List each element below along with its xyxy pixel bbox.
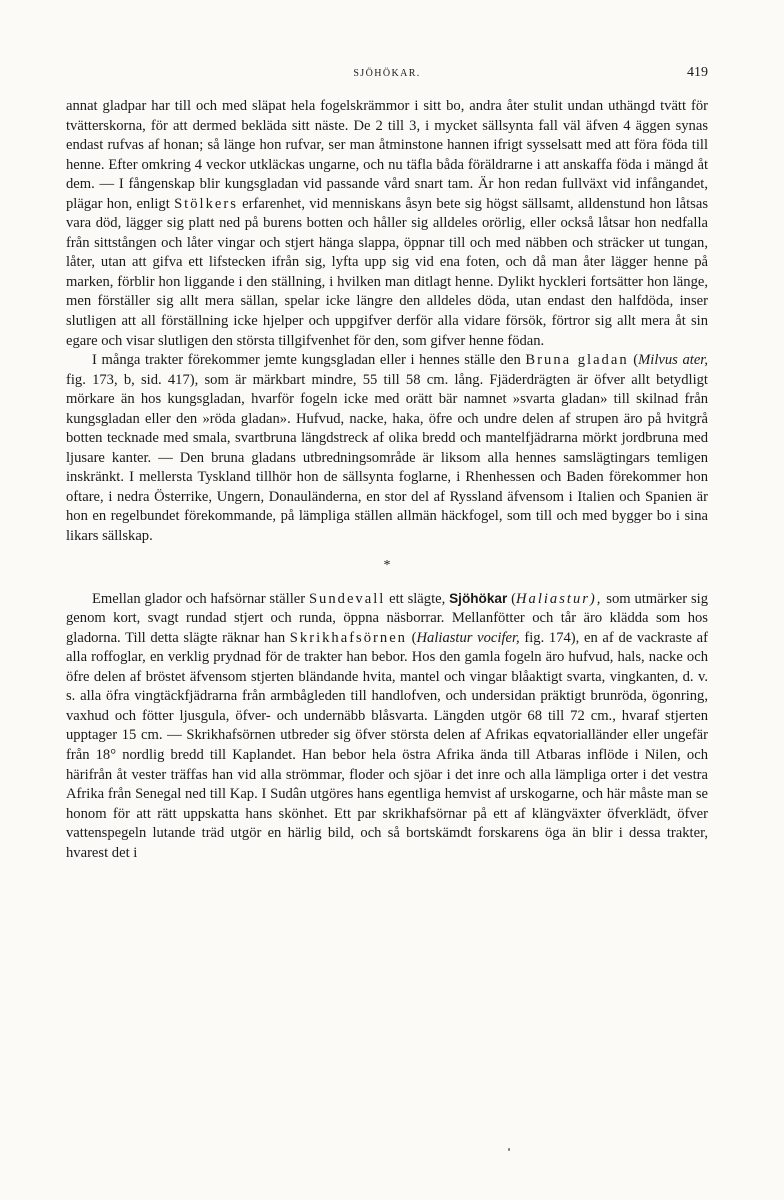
paragraph-1 xyxy=(66,97,708,351)
paragraph-3-text-e: ( xyxy=(406,629,417,646)
paragraph-3 xyxy=(66,589,708,864)
author-name-sundevall: Sundevall xyxy=(308,590,386,607)
species-name-skrikhafsornen: Skrikhafsörnen xyxy=(289,629,407,646)
page-header xyxy=(66,65,708,88)
latin-genus-haliastur: Haliastur), xyxy=(515,590,603,607)
paragraph-2-text-a: I många trakter förekommer jemte kungsgladan eller i hennes ställe den xyxy=(92,352,526,369)
paragraph-3-text-b: ett slägte, xyxy=(385,590,450,607)
running-title: SJÖHÖKAR. xyxy=(353,68,421,79)
paper-speck xyxy=(508,1148,510,1151)
genus-name-sjohokar: Sjöhökar xyxy=(449,590,508,606)
page-number: 419 xyxy=(687,65,708,80)
paragraph-3-text-f: fig. 174), en af de vackraste af alla roffoglar, en verklig prydnad för de trakter han bebor. Hos den gamla fogeln äro hufvud, hals, nacke och öfre delen af bröstet äfvensom stjerten bländande hvita, mantel och vingar blåaktigt svarta, vingkanten, d. v. s. alla öfra vingtäckfjädrarna från armbågleden till handlofven, och undersidan präktigt brunröda, ögonring, vaxhud och fötter ljusgula, öfver- och undernäbb blåsvarta. Längden utgör 68 till 72 cm., hvaraf stjerten upptager 15 cm. — Skrikhafsörnen utbreder sig öfver största delen af Afrikas eqvatorialländer eller ungefär från 18° nordlig bredd till Kaplandet. Han bebor hela östra Afrika ända till Atbaras inflöde i Nilen, och härifrån åt vester träffas han vid alla strömmar, floder och sjöar i det inre och alla lämpliga orter i det vestra Afrika från Senegal ned till Kap. I Sudân utgöres hans egentliga hemvist af urskogarne, och här måste man se honom för att rätt uppskatta hans skönhet. Ett par skrikhafsörnar på ett af klängväxter öfverklädt, öfver vattenspegeln lutande träd utgör en härlig bild, och så bortskämdt forskarens öga än blir i dessa trakter, hvarest det i xyxy=(66,629,709,861)
author-name-stolker: Stölkers xyxy=(174,195,238,212)
paragraph-3-text-a: Emellan glador och hafsörnar ställer xyxy=(92,590,309,607)
paragraph-2-text-b: ( xyxy=(628,352,639,369)
section-separator: * xyxy=(383,557,391,573)
paragraph-2-text-c: fig. 173, b, sid. 417), som är märkbart mindre, 55 till 58 cm. lång. Fjäderdrägten är öfver allt betydligt mörkare än hos kungsgladan, hvarför fogeln icke med orätt bär namnet »svarta gladan» till skilnad från kungsgladan eller den »röda gladan». Hufvud, nacke, haka, öfre och undre delen af strupen äro på hvitgrå botten tecknade med smala, svartbruna längdstreck af olika bredd och mantelfjädrarna mörkt jordbruna med ljusare kanter. — Den bruna gladans utbredningsområde är liksom alla hennes samslägtingars temligen inskränkt. I mellersta Tyskland tillhör hon de sällsynta foglarne, i Rhenhessen och Baden förekommer hon oftare, i nedra Österrike, Ungern, Donauländerna, en stor del af Ryssland äfvensom i Italien och Spanien är hon en regelbundet förekommande, på lämpliga ställen allmän häckfogel, som till och med bygger bo i sina likars sällskap. xyxy=(66,371,708,545)
paragraph-3-text-c: ( xyxy=(507,590,516,607)
species-name-bruna-gladan: Bruna gladan xyxy=(525,352,629,369)
paragraph-1-text-b: erfarenhet, vid menniskans åsyn bete sig högst sällsamt, alldenstund hon låtsas vara död, lägger sig platt ned på burens botten och håller sig alldeles orörlig, eller också låtsar hon nedfalla från sittstången och låter vingar och stjert hänga slappa, öppnar till och med näbben och sträcker ut tungan, låter, utan att gifva ett lifstecken ifrån sig, lyfta upp sig vid ena foten, och då man åter lägger henne på marken, förblir hon liggande i den ställning, i hvilken man ditlagt henne. Dylikt hyckleri fortsätter hon länge, men förställer sig allt mera sällan, spelar icke längre den alldeles döda, utan endast den halfdöda, inser slutligen att all förställning icke hjelper och uppgifver derför alla vidare försök, förtror sig allt mera åt sin egare och visar slutligen den största tillgifvenhet för den, som gifver henne födan. xyxy=(66,195,709,349)
paragraph-3-text-d: som utmärker sig genom kort, svagt rundad stjert och runda, öppna näsborrar. Mellanfötter och tår äro klädda som hos gladorna. Till detta slägte räknar han xyxy=(66,590,708,646)
latin-name-haliastur-vocifer: Haliastur vocifer, xyxy=(416,629,520,646)
latin-name-milvus-ater: Milvus ater, xyxy=(638,352,709,369)
body-text xyxy=(66,97,708,863)
paragraph-1-text-a: annat gladpar har till och med släpat hela fogelskrämmor i sitt bo, andra åter stulit undan uthängd tvätt för tvätterskorna, för att dermed bekläda sitt näste. De 2 till 3, i mycket sällsynta fall väl äfven 4 äggen synas endast rufvas af honan; så länge hon rufvar, ser man åtminstone hannen ifrigt sysselsatt med att föra föda till henne. Efter omkring 4 veckor utkläckas ungarne, och nu täfla båda föräldrarne i att anskaffa föda i mängd åt dem. — I fångenskap blir kungsgladan vid passande vård snart tam. Är hon redan fullväxt vid infångandet, plägar hon, enligt xyxy=(66,98,708,212)
paragraph-2 xyxy=(66,351,708,546)
